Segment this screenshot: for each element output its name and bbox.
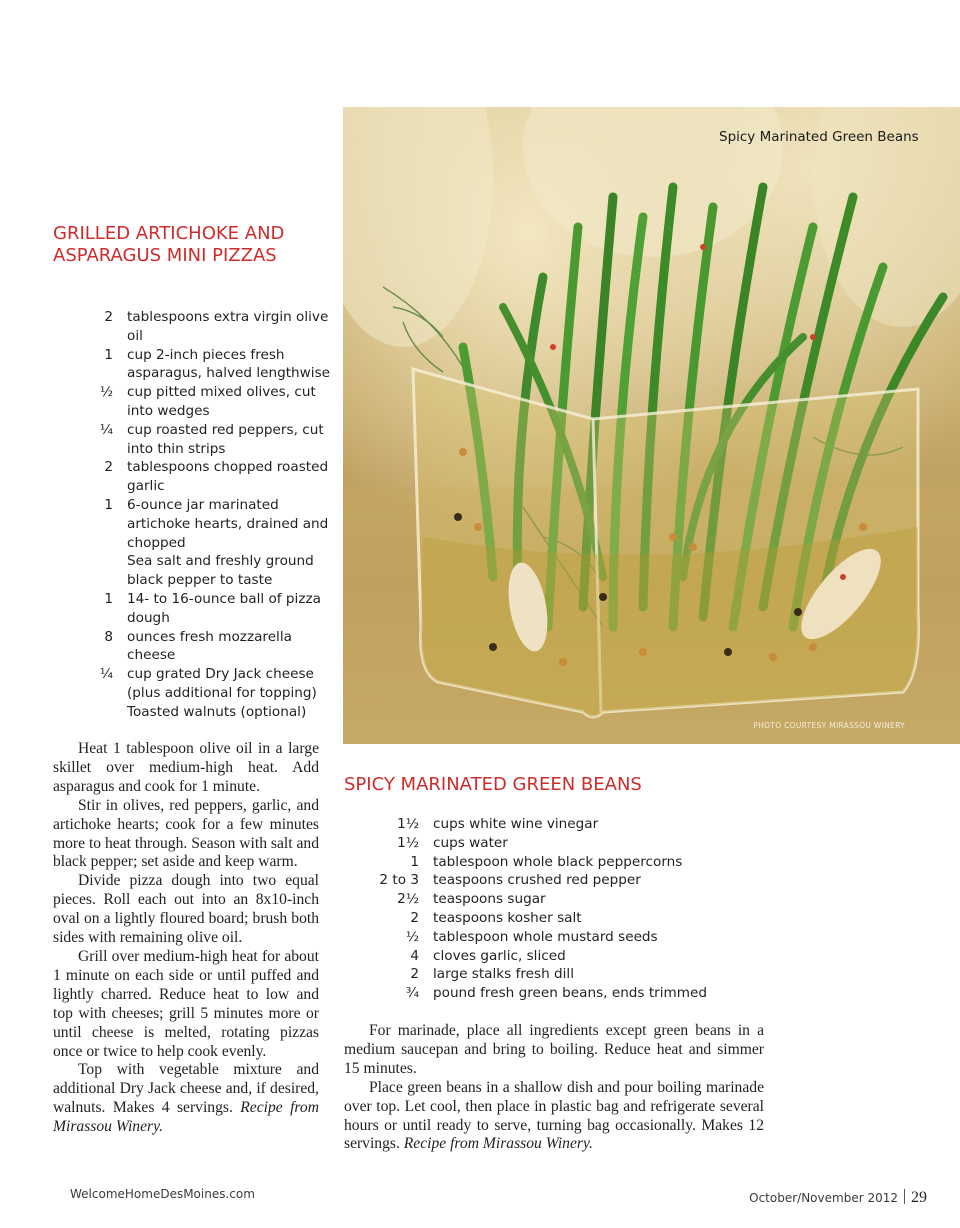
- ingredient-item: pound fresh green beans, ends trimmed: [433, 985, 708, 1002]
- ingredient-item: Sea salt and freshly ground black pepper to taste: [127, 553, 314, 589]
- photo-illustration: [343, 107, 960, 744]
- method-paragraph: Stir in olives, red peppers, garlic, and artichoke hearts; cook for a few minutes more to heat through. Season with salt and black pepper; set aside and keep warm.: [53, 796, 319, 871]
- ingredient-qty: 2: [410, 909, 419, 926]
- ingredient-item: cloves garlic, sliced: [433, 947, 566, 964]
- photo-caption: Spicy Marinated Green Beans: [719, 129, 919, 145]
- method-paragraph: Grill over medium-high heat for about 1 minute on each side or until puffed and lightly charred. Reduce heat to low and top with cheeses; grill 5 minutes more or until cheese is melted, rotating pizzas once or twice to help cook evenly.: [53, 947, 319, 1060]
- ingredient-item: tablespoon whole mustard seeds: [433, 928, 658, 945]
- ingredient-qty: ½: [99, 384, 113, 401]
- footer-issue-info: [749, 1187, 927, 1207]
- ingredient-item: tablespoons extra virgin olive oil: [127, 309, 329, 344]
- ingredient-row: [53, 308, 343, 346]
- ingredient-item: cup roasted red peppers, cut into thin strips: [127, 421, 324, 457]
- ingredient-row: [344, 947, 764, 966]
- method-paragraph: For marinade, place all ingredients except green beans in a medium saucepan and bring to boiling. Reduce heat and simmer 15 minutes.: [344, 1022, 764, 1077]
- method-paragraph-last: [344, 1079, 764, 1155]
- ingredient-item: tablespoon whole black peppercorns: [433, 853, 683, 870]
- ingredient-row: [344, 928, 764, 947]
- ingredient-item: teaspoons sugar: [433, 891, 546, 908]
- ingredient-qty: 1½: [397, 816, 419, 832]
- ingredient-item: tablespoons chopped roasted garlic: [127, 459, 329, 495]
- method-paragraph-last: [53, 1061, 319, 1137]
- ingredient-item: teaspoons crushed red pepper: [433, 872, 641, 889]
- recipe-1-title: GRILLED ARTICHOKE AND ASPARAGUS MINI PIZZAS: [53, 223, 285, 266]
- ingredient-qty: [53, 703, 127, 722]
- recipe-2-ingredients: [344, 815, 764, 1003]
- ingredient-qty: ¼: [99, 666, 113, 683]
- ingredient-qty: 1: [410, 853, 419, 870]
- ingredient-row: [344, 871, 764, 890]
- ingredient-qty: 1: [104, 590, 113, 607]
- ingredient-item: 6-ounce jar marinated artichoke hearts, drained and chopped: [127, 496, 329, 551]
- ingredient-qty: ¼: [99, 421, 113, 438]
- ingredient-row: [344, 834, 764, 853]
- ingredient-item: teaspoons kosher salt: [433, 909, 582, 926]
- ingredient-item: Toasted walnuts (optional): [127, 703, 307, 720]
- ingredient-row: [53, 496, 343, 552]
- ingredient-qty: 2: [104, 459, 113, 476]
- ingredient-item: cups water: [433, 834, 508, 851]
- method-text: Top with vegetable mixture and additional Dry Jack cheese and, if desired, walnuts. Makes 4 servings.: [53, 1061, 319, 1117]
- ingredient-row: [53, 346, 343, 384]
- method-text: Place green beans in a shallow dish and pour boiling marinade over top. Let cool, then place in plastic bag and refrigerate several hours or until ready to serve, turning bag occasionally. Makes 12 servings.: [344, 1078, 764, 1153]
- recipe-2-method: [344, 1022, 764, 1154]
- photo-credit: PHOTO COURTESY MIRASSOU WINERY: [753, 721, 905, 730]
- ingredient-row: [53, 552, 343, 590]
- ingredient-row: [53, 665, 343, 703]
- ingredient-qty: ½: [405, 928, 419, 945]
- ingredient-qty: 2: [410, 966, 419, 983]
- ingredient-row: [53, 590, 343, 628]
- ingredient-qty: 2 to 3: [379, 872, 419, 889]
- ingredient-row: [344, 984, 764, 1003]
- page-number: 29: [911, 1189, 927, 1206]
- ingredient-qty: 8: [104, 628, 113, 645]
- ingredient-qty: [53, 552, 127, 590]
- ingredient-qty: 2½: [397, 891, 419, 908]
- recipe-2-title: SPICY MARINATED GREEN BEANS: [344, 774, 642, 795]
- ingredient-item: 14- to 16-ounce ball of pizza dough: [127, 590, 321, 626]
- ingredient-qty: 1½: [397, 834, 419, 851]
- green-beans-photo: [343, 107, 960, 744]
- recipe-1-method: [53, 740, 319, 1137]
- ingredient-item: ounces fresh mozzarella cheese: [127, 628, 292, 664]
- ingredient-row: [344, 909, 764, 928]
- ingredient-row: [344, 965, 764, 984]
- recipe-credit: Recipe from Mirassou Winery.: [53, 1099, 319, 1136]
- ingredient-item: cup pitted mixed olives, cut into wedges: [127, 384, 316, 419]
- ingredient-qty: ¾: [405, 985, 419, 1002]
- ingredient-row: [344, 890, 764, 909]
- method-paragraph: Divide pizza dough into two equal pieces. Roll each out into an 8x10-inch oval on a lightly floured board; brush both sides with remaining olive oil.: [53, 872, 319, 947]
- footer-divider: [904, 1189, 905, 1204]
- ingredient-item: cup 2-inch pieces fresh asparagus, halved lengthwise: [127, 346, 331, 382]
- ingredient-row: [344, 815, 764, 834]
- footer-website: WelcomeHomeDesMoines.com: [70, 1187, 255, 1201]
- ingredient-row: [53, 458, 343, 496]
- recipe-1-ingredients: [53, 308, 343, 722]
- ingredient-row: [53, 383, 343, 421]
- ingredient-row: [344, 853, 764, 872]
- ingredient-item: cup grated Dry Jack cheese (plus additional for topping): [127, 666, 317, 701]
- ingredient-item: cups white wine vinegar: [433, 816, 599, 832]
- recipe-credit: Recipe from Mirassou Winery.: [403, 1135, 593, 1153]
- ingredient-item: large stalks fresh dill: [433, 966, 574, 983]
- ingredient-row: [53, 703, 343, 722]
- footer-issue: October/November 2012: [749, 1191, 898, 1205]
- ingredient-qty: 4: [410, 947, 419, 964]
- ingredient-qty: 2: [104, 309, 113, 325]
- ingredient-row: [53, 628, 343, 666]
- method-paragraph: Heat 1 tablespoon olive oil in a large skillet over medium-high heat. Add asparagus and cook for 1 minute.: [53, 740, 319, 795]
- ingredient-qty: 1: [104, 346, 113, 363]
- ingredient-qty: 1: [104, 496, 113, 513]
- ingredient-row: [53, 421, 343, 459]
